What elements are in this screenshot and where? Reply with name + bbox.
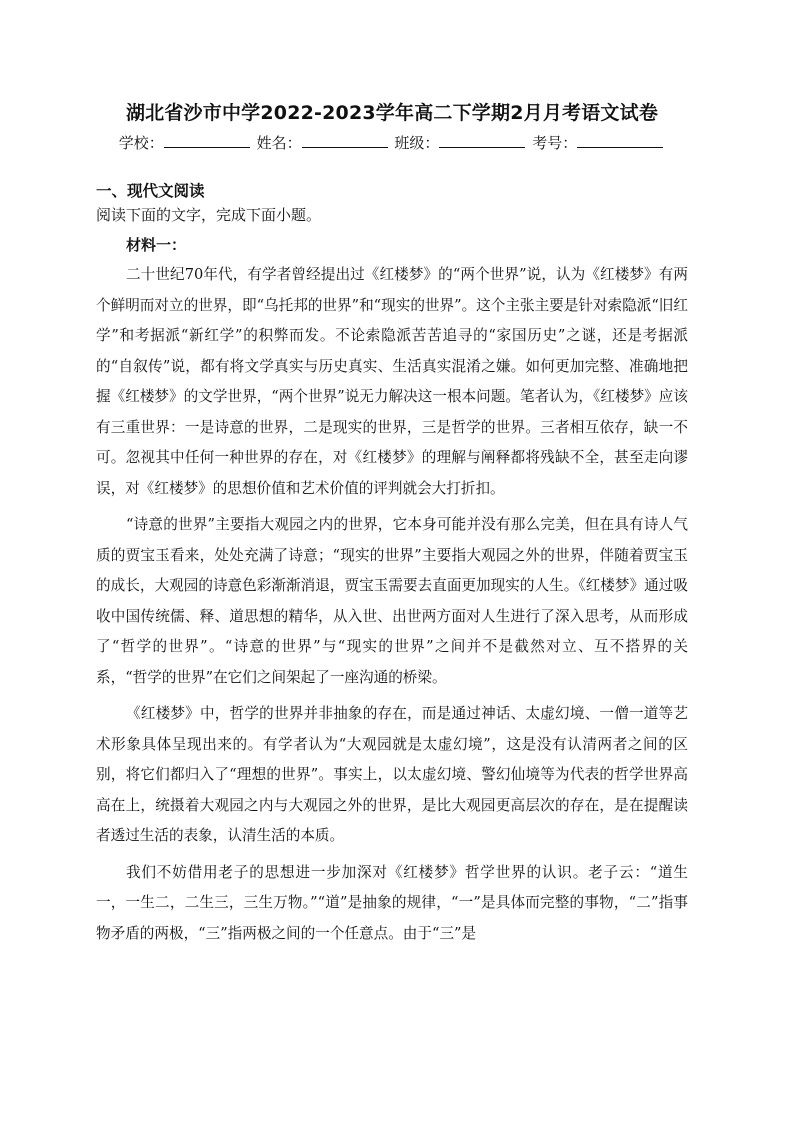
paragraph-4: 我们不妨借用老子的思想进一步加深对《红楼梦》哲学世界的认识。老子云：“道生一，一生二，二生三，三生万物。”“道”是抽象的规律，“一”是具体而完整的事物，“二”指事物矛盾的两极，“三”指两极之间的一个任意点。由于“三”是 xyxy=(96,863,688,942)
exam-title: 湖北省沙市中学2022-2023学年高二下学期2月月考语文试卷 xyxy=(125,102,659,124)
name-blank[interactable] xyxy=(302,132,388,148)
paragraph-2: “诗意的世界”主要指大观园之内的世界，它本身可能并没有那么完美，但在具有诗人气质的贾宝玉看来，处处充满了诗意；“现实的世界”主要指大观园之外的世界，伴随着贾宝玉的成长，大观园的诗意色彩渐渐消退，贾宝玉需要去直面更加现实的人生。《红楼梦》通过吸收中国传统儒、释、道思想的精华，从入世、出世两方面对人生进行了深入思考，从而形成了“哲学的世界”。“诗意的世界”与“现实的世界”之间并不是截然对立、互不搭界的关系，“哲学的世界”在它们之间架起了一座沟通的桥梁。 xyxy=(96,516,688,686)
exam-page xyxy=(96,100,688,949)
class-blank[interactable] xyxy=(439,132,525,148)
section-instruction: 阅读下面的文字，完成下面小题。 xyxy=(96,206,322,224)
name-label: 姓名： xyxy=(256,134,302,152)
school-blank[interactable] xyxy=(164,132,250,148)
exam-number-label: 考号： xyxy=(532,134,578,152)
school-label: 学校： xyxy=(118,134,164,152)
exam-number-blank[interactable] xyxy=(577,132,663,148)
student-info-line xyxy=(96,132,688,154)
paragraph-3: 《红楼梦》中，哲学的世界并非抽象的存在，而是通过神话、太虚幻境、一僧一道等艺术形象具体呈现出来的。有学者认为“大观园就是太虚幻境”，这是没有认清两者之间的区别，将它们都归入了“理想的世界”。事实上，以太虚幻境、警幻仙境等为代表的哲学世界高高在上，统摄着大观园之内与大观园之外的世界，是比大观园更高层次的存在，是在提醒读者透过生活的表象，认清生活的本质。 xyxy=(96,705,688,844)
section-heading: 一、现代文阅读 xyxy=(96,182,205,200)
material-label: 材料一： xyxy=(126,236,187,254)
class-label: 班级： xyxy=(394,134,440,152)
paragraph-1: 二十世纪70年代，有学者曾经提出过《红楼梦》的“两个世界”说，认为《红楼梦》有两个鲜明而对立的世界，即“乌托邦的世界”和“现实的世界”。这个主张主要是针对索隐派“旧红学”和考据派“新红学”的积弊而发。不论索隐派苦苦追寻的“家国历史”之谜，还是考据派的“自叙传”说，都有将文学真实与历史真实、生活真实混淆之嫌。如何更加完整、准确地把握《红楼梦》的文学世界，“两个世界”说无力解决这一根本问题。笔者认为，《红楼梦》应该有三重世界：一是诗意的世界，二是现实的世界，三是哲学的世界。三者相互依存，缺一不可。忽视其中任何一种世界的存在，对《红楼梦》的理解与阐释都将残缺不全，甚至走向谬误，对《红楼梦》的思想价值和艺术价值的评判就会大打折扣。 xyxy=(96,266,688,497)
